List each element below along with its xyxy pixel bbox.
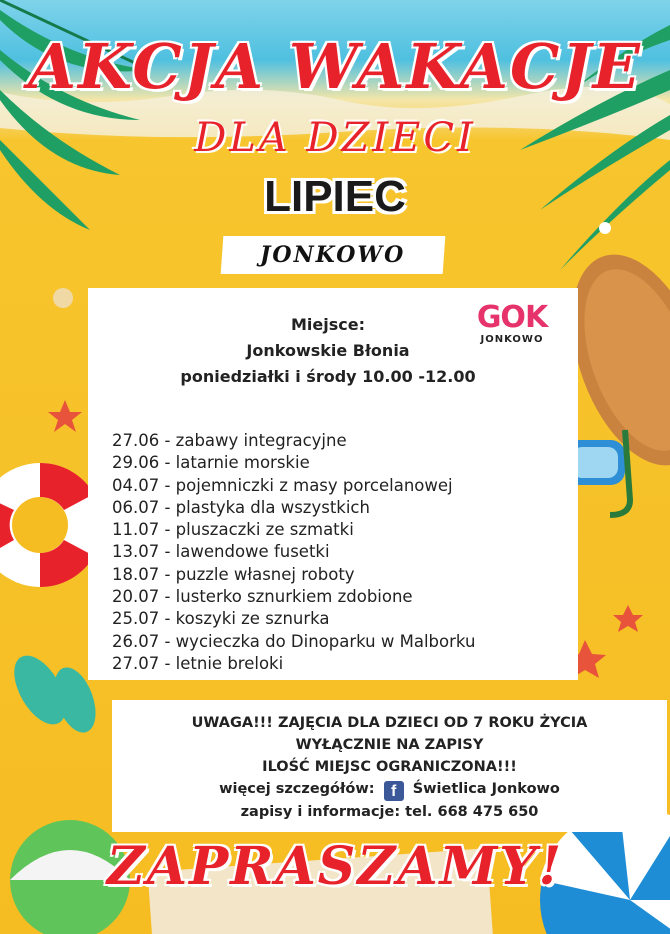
- notice-card: [112, 700, 667, 832]
- location-banner: [221, 236, 446, 274]
- notice-registration: WYŁĄCZNIE NA ZAPISY: [295, 737, 484, 753]
- notice-details: [112, 778, 667, 801]
- schedule-time: poniedziałki i środy 10.00 -12.00: [180, 367, 476, 386]
- notice-limited: ILOŚĆ MIEJSC OGRANICZONA!!!: [262, 759, 517, 775]
- poster-subtitle: DLA DZIECI: [194, 115, 476, 161]
- schedule-item: 25.07 - koszyki ze sznurka: [112, 609, 330, 629]
- month-heading: LIPIEC: [264, 172, 406, 221]
- invitation-text: ZAPRASZAMY!: [106, 836, 564, 897]
- facebook-icon[interactable]: f: [384, 781, 404, 801]
- info-card: [88, 288, 578, 680]
- shell-icon: [53, 288, 73, 308]
- activity-schedule: [112, 430, 475, 675]
- schedule-item: 04.07 - pojemniczki z masy porcelanowej: [112, 475, 453, 495]
- details-label: więcej szczegółów:: [219, 781, 375, 797]
- location-banner-text: JONKOWO: [260, 242, 406, 268]
- facebook-page-name[interactable]: Świetlica Jonkowo: [412, 781, 560, 797]
- notice-text: [112, 712, 667, 823]
- gok-logo: [466, 302, 558, 358]
- shell-icon: [599, 222, 611, 234]
- place-value: Jonkowskie Błonia: [246, 341, 410, 360]
- schedule-item: 13.07 - lawendowe fusetki: [112, 542, 330, 562]
- notice-contact: zapisy i informacje: tel. 668 475 650: [240, 804, 539, 820]
- schedule-item: 18.07 - puzzle własnej roboty: [112, 564, 355, 584]
- schedule-item: 20.07 - lusterko sznurkiem zdobione: [112, 587, 413, 607]
- place-label: Miejsce:: [291, 315, 365, 334]
- poster-title: AKCJA WAKACJE: [28, 30, 642, 103]
- life-ring-icon: [0, 463, 102, 587]
- schedule-item: 27.07 - letnie breloki: [112, 653, 284, 673]
- schedule-item: 06.07 - plastyka dla wszystkich: [112, 497, 370, 517]
- notice-age: UWAGA!!! ZAJĘCIA DLA DZIECI OD 7 ROKU ŻYCIA: [191, 715, 588, 731]
- schedule-item: 26.07 - wycieczka do Dinoparku w Malborku: [112, 631, 476, 651]
- schedule-item: 29.06 - latarnie morskie: [112, 453, 310, 473]
- schedule-item: 11.07 - pluszaczki ze szmatki: [112, 520, 354, 540]
- schedule-item: 27.06 - zabawy integracyjne: [112, 431, 347, 450]
- logo-main-text: GOK: [476, 300, 548, 335]
- logo-sub-text: JONKOWO: [480, 334, 544, 345]
